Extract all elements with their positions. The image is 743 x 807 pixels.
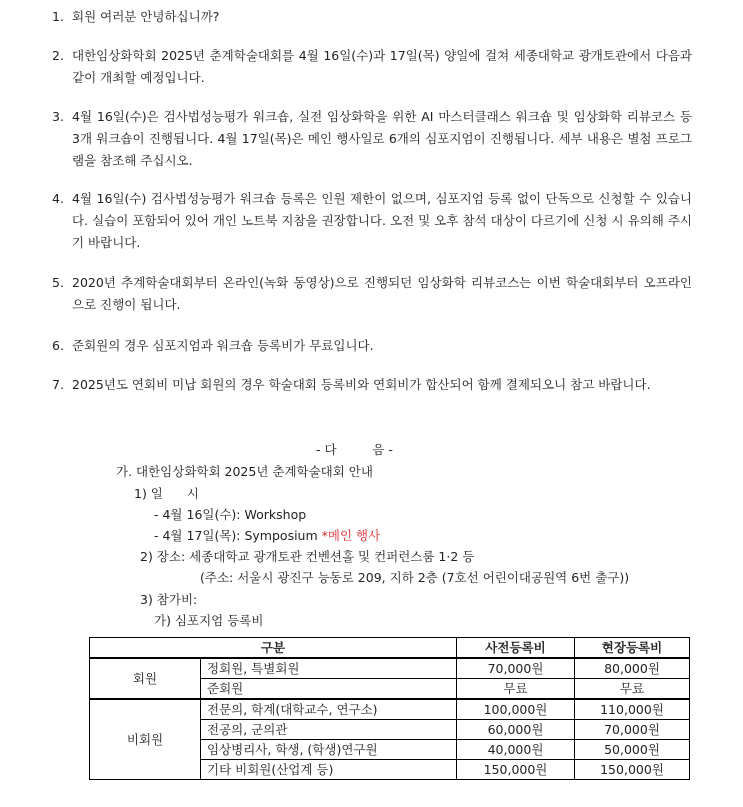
paragraph-text: 2025년도 연회비 미납 회원의 경우 학술대회 등록비와 연회비가 합산되어 함께 결제되오니 참고 바랍니다. (72, 377, 651, 392)
schedule-label: 1) 일 시 (134, 486, 199, 501)
row-onsite-fee: 80,000원 (575, 658, 690, 679)
row-category: 준회원 (201, 679, 457, 700)
paragraph-5 (52, 272, 692, 316)
details-heading: - 다 음 - (316, 442, 393, 457)
row-onsite-fee: 무료 (575, 679, 690, 700)
group-member: 회원 (90, 658, 201, 699)
fee-sub-label: 가) 심포지엄 등록비 (154, 613, 264, 628)
paragraph-number: 4. (52, 191, 64, 206)
paragraph-2 (52, 45, 692, 89)
paragraph-number: 2. (52, 48, 64, 63)
fee-label: 3) 참가비: (140, 592, 198, 607)
row-onsite-fee: 110,000원 (575, 699, 690, 720)
row-pre-fee: 무료 (457, 679, 575, 700)
table-row (90, 699, 690, 720)
schedule-item-workshop (154, 505, 306, 525)
paragraph-6 (52, 335, 692, 357)
paragraph-text: 대한임상화학회 2025년 춘계학술대회를 4월 16일(수)과 17일(목) 양일에 걸쳐 세종대학교 광개토관에서 다음과 같이 개최할 예정입니다. (72, 48, 692, 85)
row-pre-fee: 70,000원 (457, 658, 575, 679)
group-non-member: 비회원 (90, 699, 201, 780)
row-pre-fee: 150,000원 (457, 760, 575, 780)
row-pre-fee: 100,000원 (457, 699, 575, 720)
row-pre-fee: 40,000원 (457, 740, 575, 760)
table-header-row (90, 638, 690, 659)
paragraph-number: 5. (52, 275, 64, 290)
paragraph-3 (52, 106, 692, 172)
row-category: 기타 비회원(산업계 등) (201, 760, 457, 780)
paragraph-number: 3. (52, 109, 64, 124)
table-row (90, 658, 690, 679)
row-onsite-fee: 50,000원 (575, 740, 690, 760)
row-onsite-fee: 150,000원 (575, 760, 690, 780)
venue-address: (주소: 서울시 광진구 능동로 209, 지하 2층 (7호선 어린이대공원역 6번 출구)) (200, 570, 630, 585)
row-category: 정회원, 특별회원 (201, 658, 457, 679)
paragraph-number: 6. (52, 338, 64, 353)
schedule-item-symposium (154, 526, 380, 546)
schedule-item-text: - 4월 17일(목): Symposium (154, 528, 322, 543)
header-onsite-registration: 현장등록비 (575, 638, 690, 659)
section-title: 가. 대한임상화학회 2025년 춘계학술대회 안내 (116, 464, 373, 479)
header-pre-registration: 사전등록비 (457, 638, 575, 659)
paragraph-text: 회원 여러분 안녕하십니까? (72, 9, 220, 24)
paragraph-number: 7. (52, 377, 64, 392)
paragraph-4 (52, 188, 692, 254)
paragraph-text: 2020년 추계학술대회부터 온라인(녹화 동영상)으로 진행되던 임상화학 리뷰코스는 이번 학술대회부터 오프라인으로 진행이 됩니다. (72, 275, 692, 312)
venue-label: 2) 장소: 세종대학교 광개토관 컨벤션홀 및 컨퍼런스룸 1·2 등 (140, 549, 475, 564)
paragraph-1 (52, 6, 692, 28)
row-category: 전문의, 학계(대학교수, 연구소) (201, 699, 457, 720)
paragraph-text: 준회원의 경우 심포지엄과 워크숍 등록비가 무료입니다. (72, 338, 374, 353)
paragraph-number: 1. (52, 9, 64, 24)
schedule-item-text: - 4월 16일(수): Workshop (154, 507, 307, 522)
header-category: 구분 (90, 638, 457, 659)
fee-table (89, 637, 690, 780)
paragraph-7 (52, 374, 692, 396)
row-onsite-fee: 70,000원 (575, 720, 690, 740)
main-event-highlight: *메인 행사 (321, 528, 381, 543)
paragraph-text: 4월 16일(수)은 검사법성능평가 워크숍, 실전 임상화학을 위한 AI 마스터클래스 워크숍 및 임상화학 리뷰코스 등 3개 워크숍이 진행됩니다. 4월 17일(목)은 메인 행사일로 6개의 심포지엄이 진행됩니다. 세부 내용은 별첨 프로그램을 참조해 주십시오. (72, 109, 692, 168)
row-category: 전공의, 군의관 (201, 720, 457, 740)
row-category: 임상병리사, 학생, (학생)연구원 (201, 740, 457, 760)
row-pre-fee: 60,000원 (457, 720, 575, 740)
paragraph-text: 4월 16일(수) 검사법성능평가 워크숍 등록은 인원 제한이 없으며, 심포지엄 등록 없이 단독으로 신청할 수 있습니다. 실습이 포함되어 있어 개인 노트북 지참을 권장합니다. 오전 및 오후 참석 대상이 다르기에 신청 시 유의해 주시기 바랍니다. (72, 191, 692, 250)
